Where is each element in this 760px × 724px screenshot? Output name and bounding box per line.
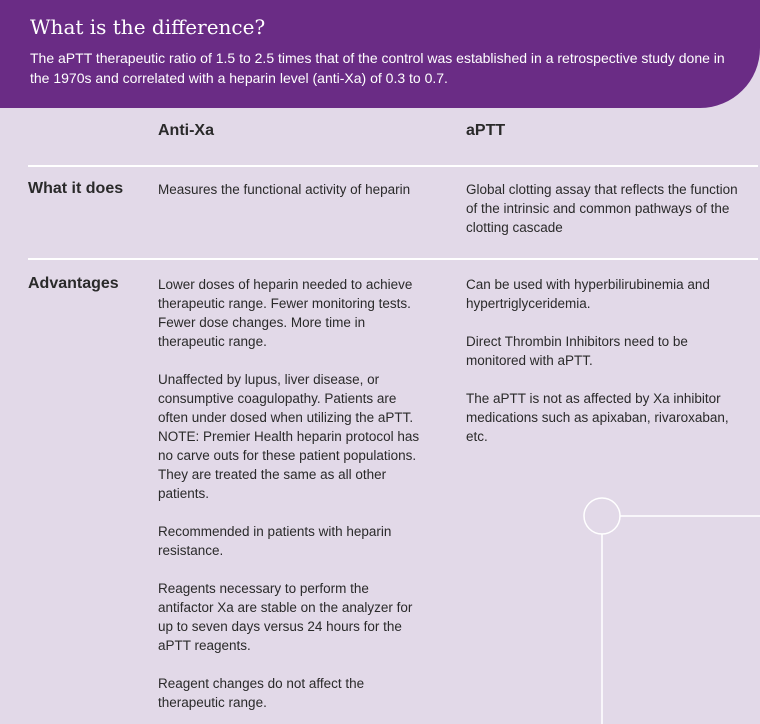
row-label-what-it-does: What it does xyxy=(28,180,124,197)
advantage-paragraph: Unaffected by lupus, liver disease, or consumptive coagulopathy. Patients are often under dosed when utilizing the aPTT. NOTE: Premier Health heparin protocol has no carve outs for these patient populations. They are treated the same as all other patients. xyxy=(158,372,420,501)
cell-what-it-does-anti-xa xyxy=(158,180,420,199)
advantage-paragraph: Recommended in patients with heparin resistance. xyxy=(158,524,392,558)
column-header-aptt: aPTT xyxy=(466,122,506,139)
advantage-paragraph: Reagent changes do not affect the therapeutic range. xyxy=(158,676,365,710)
circle-outline xyxy=(584,498,620,534)
cell-text: Global clotting assay that reflects the function of the intrinsic and common pathways of the clotting cascade xyxy=(466,182,738,235)
advantage-paragraph: Lower doses of heparin needed to achieve therapeutic range. Fewer monitoring tests. Fewer dose changes. More time in therapeutic range. xyxy=(158,277,413,349)
header-banner xyxy=(0,0,760,108)
cell-what-it-does-aptt xyxy=(466,180,740,237)
cell-advantages-anti-xa xyxy=(158,275,420,712)
advantage-paragraph: Can be used with hyperbilirubinemia and hypertriglyceridemia. xyxy=(466,277,710,311)
row-label-advantages: Advantages xyxy=(28,275,119,292)
cell-text: Measures the functional activity of heparin xyxy=(158,182,411,197)
column-header-anti-xa: Anti-Xa xyxy=(158,122,214,139)
advantage-paragraph: Reagents necessary to perform the antifactor Xa are stable on the analyzer for up to seven days versus 24 hours for the aPTT reagents. xyxy=(158,581,413,653)
advantage-paragraph: The aPTT is not as affected by Xa inhibitor medications such as apixaban, rivaroxaban, etc. xyxy=(466,391,729,444)
divider xyxy=(28,165,758,167)
page-title: What is the difference? xyxy=(30,15,266,39)
cell-advantages-aptt xyxy=(466,275,740,446)
divider xyxy=(28,258,758,260)
intro-text: The aPTT therapeutic ratio of 1.5 to 2.5 times that of the control was established in a retrospective study done in the 1970s and correlated with a heparin level (anti-Xa) of 0.3 to 0.7. xyxy=(30,50,725,86)
advantage-paragraph: Direct Thrombin Inhibitors need to be monitored with aPTT. xyxy=(466,334,688,368)
